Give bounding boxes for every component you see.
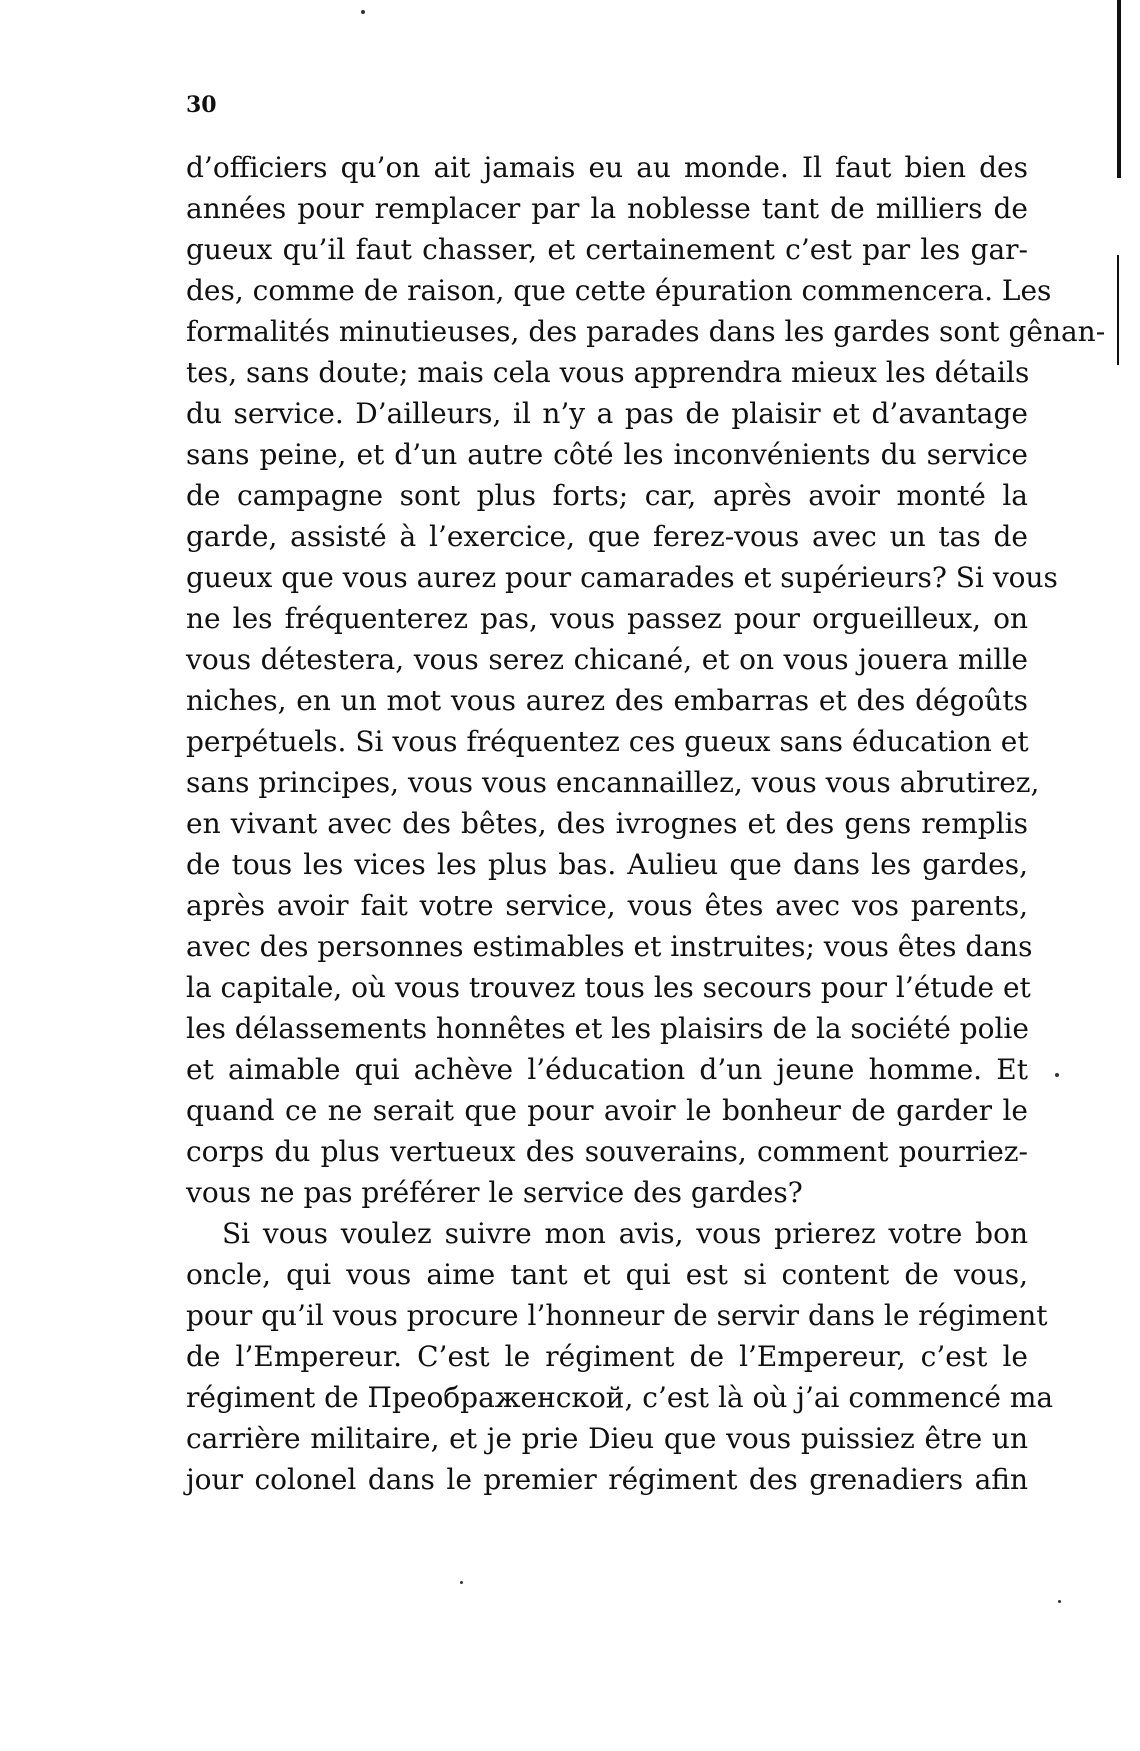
text-line: de l’Empereur. C’est le régiment de l’Empereur, c’est le xyxy=(186,1340,1028,1373)
text-line: perpétuels. Si vous fréquentez ces gueux sans éducation et xyxy=(186,725,1029,758)
text-line: d’officiers qu’on ait jamais eu au monde. Il faut bien des xyxy=(186,151,1028,184)
text-line: sans principes, vous vous encannaillez, vous vous abrutirez, xyxy=(186,766,1040,799)
text-line: niches, en un mot vous aurez des embarras et des dégoûts xyxy=(186,684,1028,717)
text-line: corps du plus vertueux des souverains, comment pourriez- xyxy=(186,1135,1028,1168)
text-line: Si vous voulez suivre mon avis, vous prierez votre bon xyxy=(222,1217,1028,1250)
text-line: de campagne sont plus forts; car, après avoir monté la xyxy=(186,479,1028,512)
text-line: jour colonel dans le premier régiment des grenadiers afin xyxy=(186,1463,1028,1496)
text-line: les délassements honnêtes et les plaisirs de la société polie xyxy=(186,1012,1029,1045)
text-line: la capitale, où vous trouvez tous les secours pour l’étude et xyxy=(186,971,1031,1004)
text-line: après avoir fait votre service, vous êtes avec vos parents, xyxy=(186,889,1028,922)
text-line: sans peine, et d’un autre côté les inconvénients du service xyxy=(186,438,1028,471)
text-line: et aimable qui achève l’éducation d’un jeune homme. Et xyxy=(186,1053,1028,1086)
body-text xyxy=(186,147,1106,1500)
text-line: gueux que vous aurez pour camarades et supérieurs? Si vous xyxy=(186,561,1058,594)
text-line: années pour remplacer par la noblesse tant de milliers de xyxy=(186,192,1028,225)
scan-speck xyxy=(361,10,365,14)
text-line: quand ce ne serait que pour avoir le bonheur de garder le xyxy=(186,1094,1028,1127)
scan-speck xyxy=(1055,1073,1059,1077)
text-line: régiment de Преображенской, c’est là où j’ai commencé ma xyxy=(186,1381,1054,1414)
text-line: ne les fréquenterez pas, vous passez pour orgueilleux, on xyxy=(186,602,1028,635)
text-line: pour qu’il vous procure l’honneur de servir dans le régiment xyxy=(186,1299,1048,1332)
text-line: en vivant avec des bêtes, des ivrognes et des gens remplis xyxy=(186,807,1028,840)
scan-speck xyxy=(1058,1600,1061,1603)
text-line: formalités minutieuses, des parades dans les gardes sont gênan- xyxy=(186,315,1106,348)
text-line: du service. D’ailleurs, il n’y a pas de plaisir et d’avantage xyxy=(186,397,1028,430)
text-line: carrière militaire, et je prie Dieu que vous puissiez être un xyxy=(186,1422,1028,1455)
text-line: oncle, qui vous aime tant et qui est si content de vous, xyxy=(186,1258,1028,1291)
text-line: garde, assisté à l’exercice, que ferez-vous avec un tas de xyxy=(186,520,1028,553)
text-line: vous ne pas préférer le service des gardes? xyxy=(186,1176,803,1209)
text-line: de tous les vices les plus bas. Aulieu que dans les gardes, xyxy=(186,848,1028,881)
text-line: vous détestera, vous serez chicané, et on vous jouera mille xyxy=(186,643,1028,676)
text-line: tes, sans doute; mais cela vous apprendra mieux les détails xyxy=(186,356,1030,389)
text-line: des, comme de raison, que cette épuration commencera. Les xyxy=(186,274,1052,307)
text-line: avec des personnes estimables et instruites; vous êtes dans xyxy=(186,930,1033,963)
margin-rule-middle xyxy=(1117,255,1119,365)
text-line: gueux qu’il faut chasser, et certainement c’est par les gar- xyxy=(186,233,1028,266)
page-number: 30 xyxy=(186,92,217,118)
scan-speck xyxy=(460,1581,463,1584)
margin-rule-top xyxy=(1117,0,1121,178)
